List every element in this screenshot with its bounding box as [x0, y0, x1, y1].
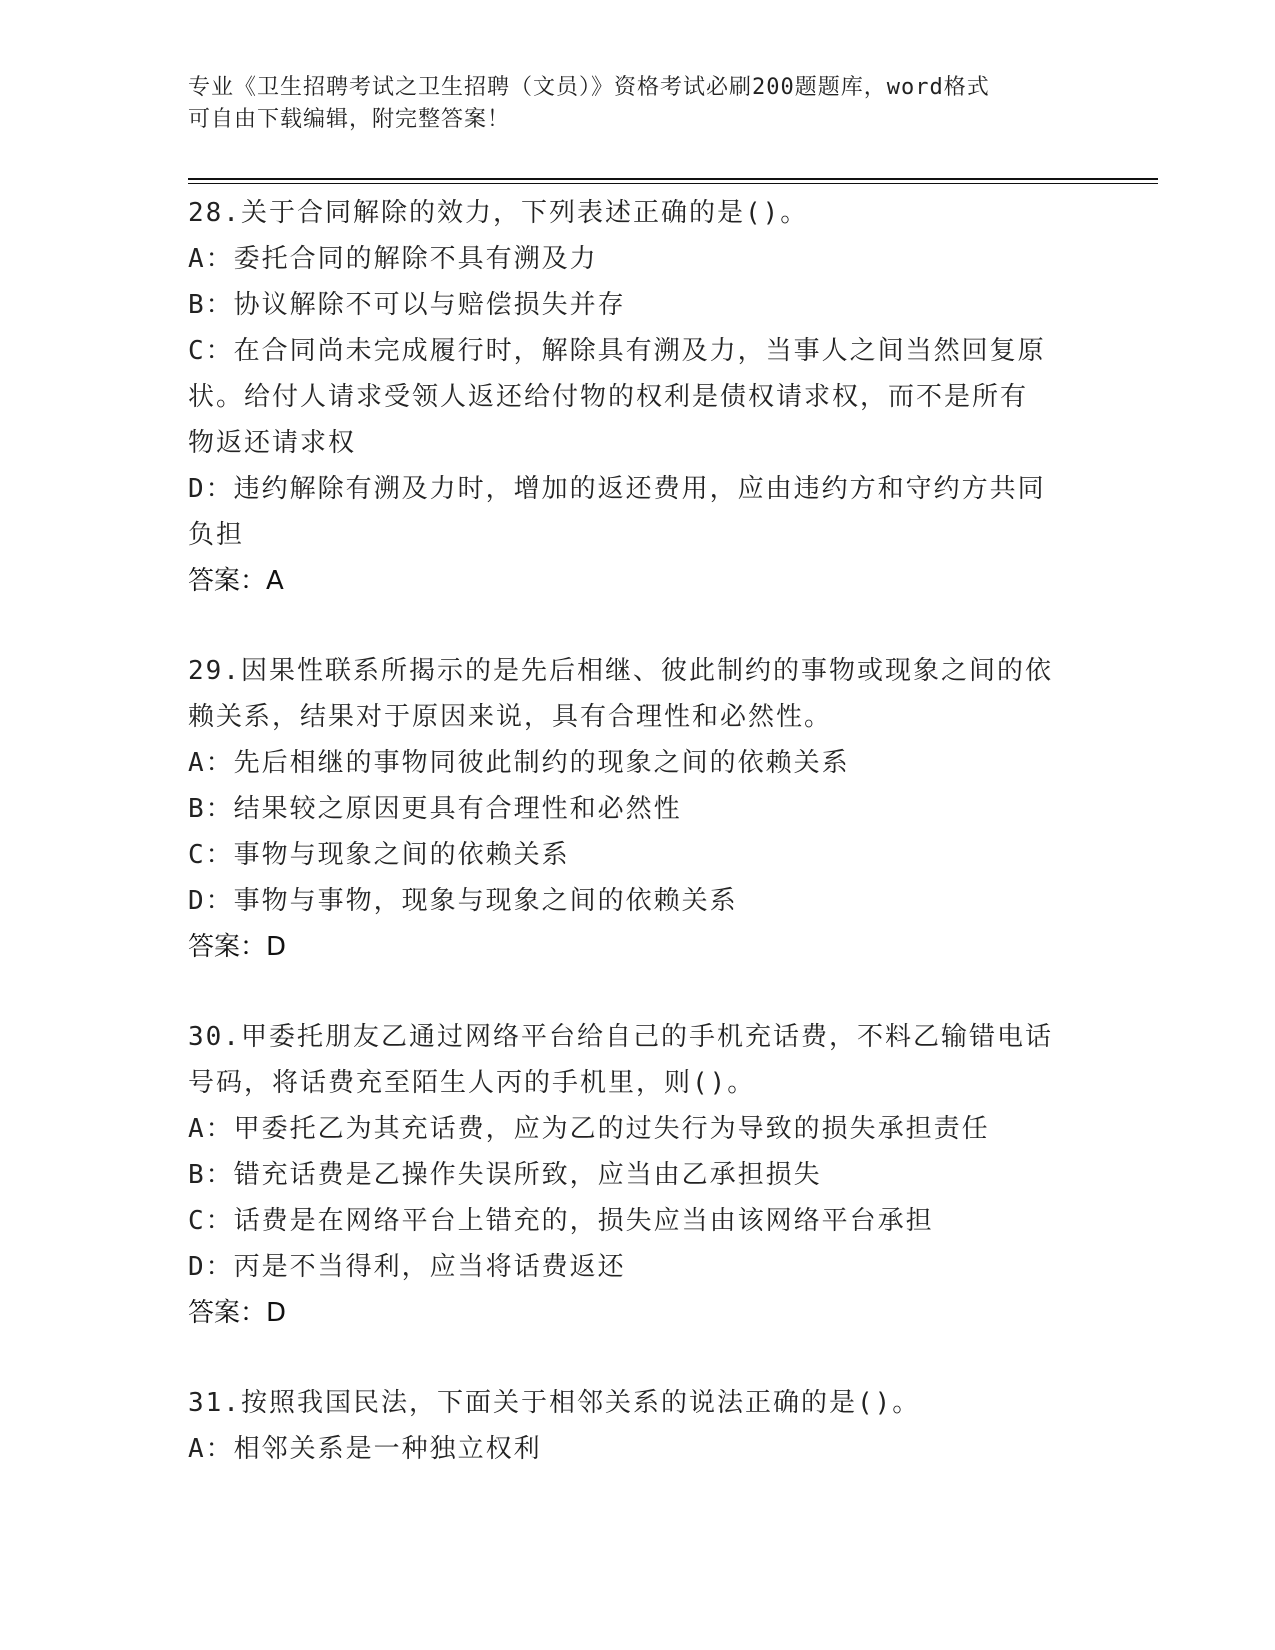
option-text-line: A：委托合同的解除不具有溯及力	[188, 244, 598, 274]
header-divider-thin	[188, 183, 1158, 184]
option-text-line: 状。给付人请求受领人返还给付物的权利是债权请求权，而不是所有	[188, 382, 1029, 412]
option-text-line: C：话费是在网络平台上错充的，损失应当由该网络平台承担	[188, 1206, 934, 1236]
question-stem-line: 赖关系，结果对于原因来说，具有合理性和必然性。	[188, 702, 833, 732]
question-block	[188, 1380, 1088, 1472]
option-text-line: D：违约解除有溯及力时，增加的返还费用，应由违约方和守约方共同	[188, 474, 1046, 504]
header-line-2: 可自由下载编辑，附完整答案！	[188, 107, 511, 132]
answer-option	[188, 328, 1088, 466]
header-divider-thick	[188, 178, 1158, 180]
question-stem-line: 31.按照我国民法，下面关于相邻关系的说法正确的是()。	[188, 1388, 921, 1418]
answer-option	[188, 236, 1088, 282]
option-text-line: B：协议解除不可以与赔偿损失并存	[188, 290, 626, 320]
answer-option	[188, 878, 1088, 924]
option-text-line: D：丙是不当得利，应当将话费返还	[188, 1252, 626, 1282]
answer-option	[188, 832, 1088, 878]
answer-key: 答案：D	[188, 1298, 287, 1328]
document-header	[188, 72, 1068, 136]
question-stem-line: 28.关于合同解除的效力，下列表述正确的是()。	[188, 198, 809, 228]
question-block	[188, 1014, 1088, 1336]
answer-option	[188, 1152, 1088, 1198]
answer-option	[188, 1426, 1088, 1472]
answer-option	[188, 786, 1088, 832]
header-line-1: 专业《卫生招聘考试之卫生招聘（文员）》资格考试必刷200题题库，word格式	[188, 75, 990, 100]
answer-option	[188, 282, 1088, 328]
question-stem-line: 号码，将话费充至陌生人丙的手机里，则()。	[188, 1068, 756, 1098]
option-text-line: A：先后相继的事物同彼此制约的现象之间的依赖关系	[188, 748, 850, 778]
question-list	[188, 190, 1088, 1516]
answer-option	[188, 466, 1088, 558]
option-text-line: D：事物与事物，现象与现象之间的依赖关系	[188, 886, 738, 916]
option-text-line: A：相邻关系是一种独立权利	[188, 1434, 542, 1464]
answer-option	[188, 740, 1088, 786]
question-stem-line: 29.因果性联系所揭示的是先后相继、彼此制约的事物或现象之间的依	[188, 656, 1053, 686]
answer-option	[188, 1106, 1088, 1152]
option-text-line: C：事物与现象之间的依赖关系	[188, 840, 570, 870]
option-text-line: A：甲委托乙为其充话费，应为乙的过失行为导致的损失承担责任	[188, 1114, 990, 1144]
answer-key: 答案：A	[188, 566, 284, 596]
option-text-line: 负担	[188, 520, 245, 550]
question-block	[188, 190, 1088, 604]
answer-option	[188, 1198, 1088, 1244]
option-text-line: 物返还请求权	[188, 428, 357, 458]
answer-option	[188, 1244, 1088, 1290]
option-text-line: B：结果较之原因更具有合理性和必然性	[188, 794, 682, 824]
option-text-line: C：在合同尚未完成履行时，解除具有溯及力，当事人之间当然回复原	[188, 336, 1046, 366]
option-text-line: B：错充话费是乙操作失误所致，应当由乙承担损失	[188, 1160, 822, 1190]
question-block	[188, 648, 1088, 970]
answer-key: 答案：D	[188, 932, 287, 962]
question-stem-line: 30.甲委托朋友乙通过网络平台给自己的手机充话费，不料乙输错电话	[188, 1022, 1053, 1052]
